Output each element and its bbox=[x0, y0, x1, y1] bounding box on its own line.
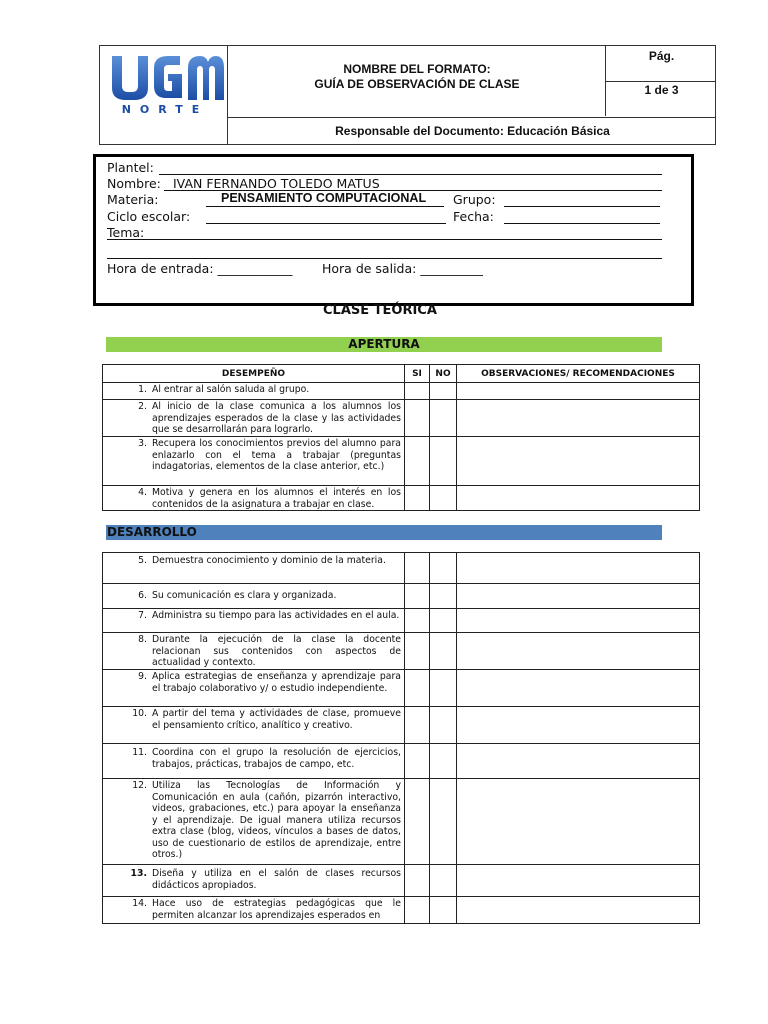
col-no: NO bbox=[430, 365, 457, 383]
page-number: 1 de 3 bbox=[644, 83, 679, 97]
format-label: NOMBRE DEL FORMATO: bbox=[343, 62, 491, 76]
si-cell[interactable] bbox=[405, 744, 430, 779]
item-text: Su comunicación es clara y organizada. bbox=[152, 590, 337, 601]
table-row bbox=[103, 553, 700, 584]
no-cell[interactable] bbox=[430, 400, 457, 437]
item-text: Coordina con el grupo la resolución de ejercicios, trabajos, prácticas, trabajos de campo, etc. bbox=[152, 747, 401, 770]
plantel-field[interactable] bbox=[159, 174, 662, 175]
observation-cell[interactable] bbox=[457, 584, 700, 609]
table-row bbox=[103, 865, 700, 897]
materia-value: PENSAMIENTO COMPUTACIONAL bbox=[221, 191, 427, 205]
observation-cell[interactable] bbox=[457, 486, 700, 511]
item-text: Administra su tiempo para las actividades en el aula. bbox=[152, 610, 400, 621]
observation-cell[interactable] bbox=[457, 553, 700, 584]
tema-field-line-2[interactable] bbox=[107, 258, 662, 259]
no-cell[interactable] bbox=[430, 584, 457, 609]
si-cell[interactable] bbox=[405, 897, 430, 924]
no-cell[interactable] bbox=[430, 897, 457, 924]
header-divider bbox=[227, 117, 715, 118]
observation-cell[interactable] bbox=[457, 400, 700, 437]
observation-cell[interactable] bbox=[457, 897, 700, 924]
item-text: Al entrar al salón saluda al grupo. bbox=[152, 384, 310, 395]
item-number: 2. bbox=[138, 401, 147, 412]
apertura-heading: APERTURA bbox=[106, 337, 662, 352]
si-cell[interactable] bbox=[405, 865, 430, 897]
col-si: SI bbox=[405, 365, 430, 383]
table-row bbox=[103, 609, 700, 633]
item-number: 8. bbox=[138, 634, 147, 645]
responsible-label: Responsable del Documento: Educación Básica bbox=[335, 124, 610, 138]
observation-cell[interactable] bbox=[457, 744, 700, 779]
item-text: Aplica estrategias de enseñanza y aprendizaje para el trabajo colaborativo y/ o estudio independiente. bbox=[152, 671, 401, 694]
si-cell[interactable] bbox=[405, 670, 430, 707]
hora-entrada-field[interactable]: Hora de entrada: ____________ bbox=[107, 261, 293, 276]
item-number: 1. bbox=[138, 384, 147, 395]
fecha-label: Fecha: bbox=[453, 209, 494, 224]
observation-cell[interactable] bbox=[457, 633, 700, 670]
no-cell[interactable] bbox=[430, 633, 457, 670]
item-number: 11. bbox=[132, 747, 147, 758]
apertura-table bbox=[102, 364, 700, 511]
col-desempeno: DESEMPEÑO bbox=[103, 365, 405, 383]
format-title bbox=[228, 62, 606, 92]
page-label: Pág. bbox=[648, 49, 675, 63]
no-cell[interactable] bbox=[430, 486, 457, 511]
plantel-label: Plantel: bbox=[107, 160, 154, 175]
materia-label: Materia: bbox=[107, 192, 159, 207]
no-cell[interactable] bbox=[430, 437, 457, 486]
item-number: 3. bbox=[138, 438, 147, 449]
observation-cell[interactable] bbox=[457, 383, 700, 400]
si-cell[interactable] bbox=[405, 584, 430, 609]
desarrollo-table bbox=[102, 552, 700, 924]
item-number: 4. bbox=[138, 487, 147, 498]
item-text: Utiliza las Tecnologías de Información y Comunicación en aula (cañón, pizarrón interactivo, videos, grabaciones, etc.) para apoyar la enseñanza y el aprendizaje. De igual manera utiliza recursos extra clase (blog, videos, vínculos a bases de datos, uso de cuestionario de estilos de aprendizaje, entre otros.) bbox=[152, 780, 401, 860]
item-text: Diseña y utiliza en el salón de clases recursos didácticos apropiados. bbox=[152, 868, 401, 891]
item-text: Recupera los conocimientos previos del alumno para enlazarlo con el tema a trabajar (preguntas indagatorias, elementos de la clase anterior, etc.) bbox=[152, 438, 401, 472]
nombre-value: IVAN FERNANDO TOLEDO MATUS bbox=[173, 176, 380, 191]
table-row bbox=[103, 633, 700, 670]
no-cell[interactable] bbox=[430, 609, 457, 633]
item-text: Demuestra conocimiento y dominio de la materia. bbox=[152, 555, 386, 566]
si-cell[interactable] bbox=[405, 400, 430, 437]
item-text: Al inicio de la clase comunica a los alumnos los aprendizajes esperados de la clase y las actividades que se desarrollarán para lograrlo. bbox=[152, 401, 401, 435]
col-observaciones: OBSERVACIONES/ RECOMENDACIONES bbox=[457, 365, 700, 383]
format-name: GUÍA DE OBSERVACIÓN DE CLASE bbox=[314, 77, 520, 91]
no-cell[interactable] bbox=[430, 553, 457, 584]
grupo-label: Grupo: bbox=[453, 192, 496, 207]
observation-cell[interactable] bbox=[457, 670, 700, 707]
item-number: 12. bbox=[132, 780, 147, 791]
table-row bbox=[103, 486, 700, 511]
table-row bbox=[103, 437, 700, 486]
si-cell[interactable] bbox=[405, 707, 430, 744]
logo-subtext: NORTE bbox=[121, 103, 209, 116]
ciclo-field[interactable] bbox=[206, 223, 446, 224]
tema-field[interactable] bbox=[107, 239, 662, 240]
item-number: 9. bbox=[138, 671, 147, 682]
table-row bbox=[103, 779, 700, 865]
table-row bbox=[103, 400, 700, 437]
desarrollo-heading: DESARROLLO bbox=[106, 525, 662, 540]
no-cell[interactable] bbox=[430, 744, 457, 779]
si-cell[interactable] bbox=[405, 553, 430, 584]
observation-cell[interactable] bbox=[457, 707, 700, 744]
materia-field[interactable] bbox=[206, 206, 444, 207]
item-number: 6. bbox=[138, 590, 147, 601]
grupo-field[interactable] bbox=[504, 206, 660, 207]
table-row bbox=[103, 897, 700, 924]
si-cell[interactable] bbox=[405, 486, 430, 511]
observation-cell[interactable] bbox=[457, 437, 700, 486]
table-row bbox=[103, 707, 700, 744]
no-cell[interactable] bbox=[430, 670, 457, 707]
table-row bbox=[103, 744, 700, 779]
tema-label: Tema: bbox=[107, 225, 145, 240]
fecha-field[interactable] bbox=[504, 223, 660, 224]
item-text: Motiva y genera en los alumnos el interés en los contenidos de la asignatura a trabajar en clase. bbox=[152, 487, 401, 510]
item-number: 13. bbox=[130, 868, 147, 879]
si-cell[interactable] bbox=[405, 609, 430, 633]
item-number: 14. bbox=[132, 898, 147, 909]
table-row bbox=[103, 584, 700, 609]
observation-cell[interactable] bbox=[457, 865, 700, 897]
si-cell[interactable] bbox=[405, 437, 430, 486]
item-number: 10. bbox=[132, 708, 147, 719]
teacher-info-box bbox=[93, 154, 694, 306]
no-cell[interactable] bbox=[430, 383, 457, 400]
section-title: CLASE TEÓRICA bbox=[323, 303, 437, 318]
nombre-label: Nombre: bbox=[107, 176, 161, 191]
hora-salida-field[interactable]: Hora de salida: __________ bbox=[322, 261, 483, 276]
si-cell[interactable] bbox=[405, 383, 430, 400]
si-cell[interactable] bbox=[405, 633, 430, 670]
observation-cell[interactable] bbox=[457, 779, 700, 865]
observation-cell[interactable] bbox=[457, 609, 700, 633]
item-text: A partir del tema y actividades de clase, promueve el pensamiento crítico, analítico y creativo. bbox=[152, 708, 401, 731]
no-cell[interactable] bbox=[430, 865, 457, 897]
document-header bbox=[99, 45, 716, 145]
table-row bbox=[103, 383, 700, 400]
item-number: 7. bbox=[138, 610, 147, 621]
table-header-row bbox=[103, 365, 700, 383]
table-row bbox=[103, 670, 700, 707]
ugm-norte-logo bbox=[104, 50, 226, 116]
si-cell[interactable] bbox=[405, 779, 430, 865]
ciclo-label: Ciclo escolar: bbox=[107, 209, 191, 224]
item-text: Hace uso de estrategias pedagógicas que le permiten alcanzar los aprendizajes esperados en bbox=[152, 898, 401, 921]
header-divider bbox=[605, 81, 715, 82]
no-cell[interactable] bbox=[430, 779, 457, 865]
no-cell[interactable] bbox=[430, 707, 457, 744]
item-text: Durante la ejecución de la clase la docente relacionan sus contenidos con aspectos de actualidad y contexto. bbox=[152, 634, 401, 668]
item-number: 5. bbox=[138, 555, 147, 566]
